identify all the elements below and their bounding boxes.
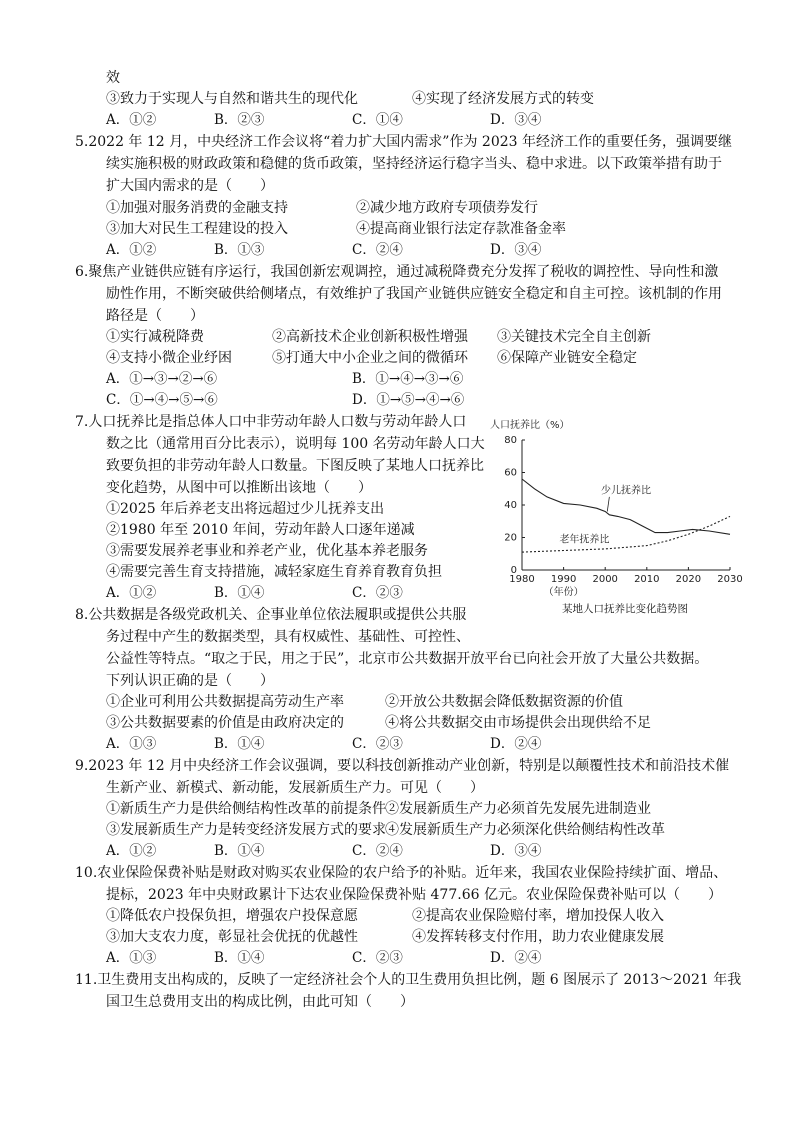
- answer-option: C．①④: [352, 112, 403, 128]
- text-line: 7.人口抚养比是指总体人口中非劳动年龄人口数与劳动年龄人口: [75, 414, 467, 430]
- text-line: ③加大对民生工程建设的投入: [106, 221, 288, 237]
- text-line: ③发展新质生产力是转变经济发展方式的要求: [106, 822, 386, 838]
- y-tick-label: 60: [504, 467, 517, 479]
- text-line: ②减少地方政府专项债券发行: [356, 200, 538, 216]
- text-line: ③加大支农力度，彰显社会优抚的优越性: [106, 929, 358, 945]
- answer-option: B．①④: [214, 736, 265, 752]
- text-line: ④提高商业银行法定存款准备金率: [356, 221, 566, 237]
- series-label-child: 少儿抚养比: [601, 485, 652, 497]
- text-line: 路径是（ ）: [106, 308, 204, 324]
- answer-option: A．①②: [106, 112, 157, 128]
- text-line: 续实施积极的财政政策和稳健的货币政策，坚持经济运行稳字当头、稳中求进。以下政策举措有助于: [106, 156, 722, 172]
- text-line: ②开放公共数据会降低数据资源的价值: [385, 694, 623, 710]
- text-line: ③需要发展养老事业和养老产业，优化基本养老服务: [106, 543, 428, 559]
- answer-option: A．①②: [106, 242, 157, 258]
- x-tick-label: 2000: [592, 574, 618, 585]
- x-axis-label: （年份）: [543, 587, 584, 598]
- answer-option: A．①②: [106, 843, 157, 859]
- answer-option: C．②④: [352, 242, 403, 258]
- text-line: 下列认识正确的是（ ）: [106, 673, 274, 689]
- text-line: ②高新技术企业创新积极性增强: [272, 329, 468, 345]
- answer-option: D．①→⑤→④→⑥: [352, 392, 465, 408]
- text-line: ②提高农业保险赔付率，增加投保人收入: [412, 908, 664, 924]
- text-line: ①新质生产力是供给侧结构性改革的前提条件: [106, 801, 386, 817]
- text-line: 致要负担的非劳动年龄人口数量。下图反映了某地人口抚养比: [106, 458, 484, 474]
- series-label-elderly: 老年抚养比: [559, 534, 610, 546]
- answer-option: C．②④: [352, 843, 403, 859]
- text-line: ②发展新质生产力必须首先发展先进制造业: [385, 801, 651, 817]
- dependency-ratio-chart: [486, 418, 746, 623]
- text-line: 务过程中产生的数据类型，具有权威性、基础性、可控性、: [106, 629, 470, 645]
- text-line: 9.2023 年 12 月中央经济工作会议强调，要以科技创新推动产业创新，特别是以颠覆性技术和前沿技术催: [75, 758, 730, 774]
- x-tick-label: 2030: [717, 574, 743, 585]
- text-line: ④需要完善生育支持措施，减轻家庭生育养育教育负担: [106, 564, 442, 580]
- y-tick-label: 40: [504, 500, 517, 511]
- text-line: 公益性等特点。“取之于民，用之于民”，北京市公共数据开放平台已向社会开放了大量公共数据。: [106, 651, 709, 667]
- answer-option: A．①→③→②→⑥: [106, 371, 218, 387]
- y-axis-label: 人口抚养比（%）: [490, 420, 570, 431]
- chart-title: 某地人口抚养比变化趋势图: [562, 603, 688, 615]
- x-tick-label: 2020: [675, 574, 702, 585]
- text-line: ②1980 年至 2010 年间，劳动年龄人口逐年递减: [106, 522, 415, 538]
- answer-option: D．②④: [490, 950, 542, 966]
- answer-option: C．①→④→⑤→⑥: [106, 392, 218, 408]
- text-line: ①企业可利用公共数据提高劳动生产率: [106, 694, 344, 710]
- text-line: 提标，2023 年中央财政累计下达农业保险保费补贴 477.66 亿元。农业保险保费补贴可以（ ）: [106, 887, 722, 903]
- answer-option: D．③④: [490, 843, 542, 859]
- answer-option: B．①③: [214, 242, 265, 258]
- answer-option: B．①→④→③→⑥: [352, 371, 464, 387]
- text-line: 效: [106, 70, 120, 86]
- text-line: ③公共数据要素的价值是由政府决定的: [106, 715, 344, 731]
- text-line: ⑤打通大中小企业之间的微循环: [272, 350, 468, 366]
- x-tick-label: 2010: [634, 574, 660, 585]
- answer-option: C．②③: [352, 585, 403, 601]
- text-line: ①2025 年后养老支出将远超过少儿抚养支出: [106, 501, 385, 517]
- text-line: 国卫生总费用支出的构成比例，由此可知（ ）: [106, 994, 414, 1010]
- text-line: ④实现了经济发展方式的转变: [412, 91, 594, 107]
- text-line: ④将公共数据交由市场提供会出现供给不足: [385, 715, 651, 731]
- text-line: ④支持小微企业纾困: [106, 350, 232, 366]
- answer-option: D．③④: [490, 112, 542, 128]
- series-line-elderly: [522, 516, 730, 552]
- answer-option: A．①③: [106, 736, 157, 752]
- x-tick-label: 1980: [509, 574, 535, 585]
- answer-option: A．①③: [106, 950, 157, 966]
- text-line: ④发挥转移支付作用，助力农业健康发展: [412, 929, 664, 945]
- answer-option: B．①④: [214, 585, 265, 601]
- text-line: 扩大国内需求的是（ ）: [106, 178, 274, 194]
- chart-svg: [486, 418, 746, 603]
- answer-option: B．①④: [214, 950, 265, 966]
- text-line: ④发展新质生产力必须深化供给侧结构性改革: [385, 822, 665, 838]
- text-line: 11.卫生费用支出构成的，反映了一定经济社会个人的卫生费用负担比例，题 6 图展示了 2013～2021 年我: [75, 972, 742, 988]
- text-line: ③关键技术完全自主创新: [497, 329, 651, 345]
- answer-option: B．①④: [214, 843, 265, 859]
- y-tick-label: 20: [504, 532, 517, 544]
- answer-option: D．②④: [490, 736, 542, 752]
- y-tick-label: 0: [510, 565, 517, 576]
- text-line: ⑥保障产业链安全稳定: [497, 350, 637, 366]
- x-tick-label: 1990: [550, 574, 577, 585]
- text-line: 6.聚焦产业链供应链有序运行，我国创新宏观调控，通过减税降费充分发挥了税收的调控性、导向性和激: [75, 264, 719, 280]
- text-line: 5.2022 年 12 月，中央经济工作会议将“着力扩大国内需求”作为 2023 年经济工作的重要任务，强调要继: [75, 134, 732, 150]
- text-line: 数之比（通常用百分比表示），说明每 100 名劳动年龄人口大: [106, 436, 485, 452]
- text-line: 8.公共数据是各级党政机关、企事业单位依法履职或提供公共服: [75, 607, 467, 623]
- text-line: 变化趋势，从图中可以推断出该地（ ）: [106, 480, 372, 496]
- text-line: ①实行减税降费: [106, 329, 204, 345]
- y-tick-label: 80: [504, 435, 517, 446]
- text-line: ①加强对服务消费的金融支持: [106, 200, 288, 216]
- text-line: 生新产业、新模式、新动能，发展新质生产力。可见（ ）: [106, 780, 484, 796]
- label-pointer: [607, 497, 609, 512]
- answer-option: A．①②: [106, 585, 157, 601]
- answer-option: D．③④: [490, 242, 542, 258]
- answer-option: C．②③: [352, 950, 403, 966]
- text-line: ③致力于实现人与自然和谐共生的现代化: [106, 91, 358, 107]
- answer-option: C．②③: [352, 736, 403, 752]
- text-line: ①降低农户投保负担，增强农户投保意愿: [106, 908, 358, 924]
- text-line: 10.农业保险保费补贴是财政对购买农业保险的农户给予的补贴。近年来，我国农业保险持续扩面、增品、: [75, 865, 728, 881]
- answer-option: B．②③: [214, 112, 265, 128]
- text-line: 励性作用，不断突破供给侧堵点，有效维护了我国产业链供应链安全稳定和自主可控。该机制的作用: [106, 286, 722, 302]
